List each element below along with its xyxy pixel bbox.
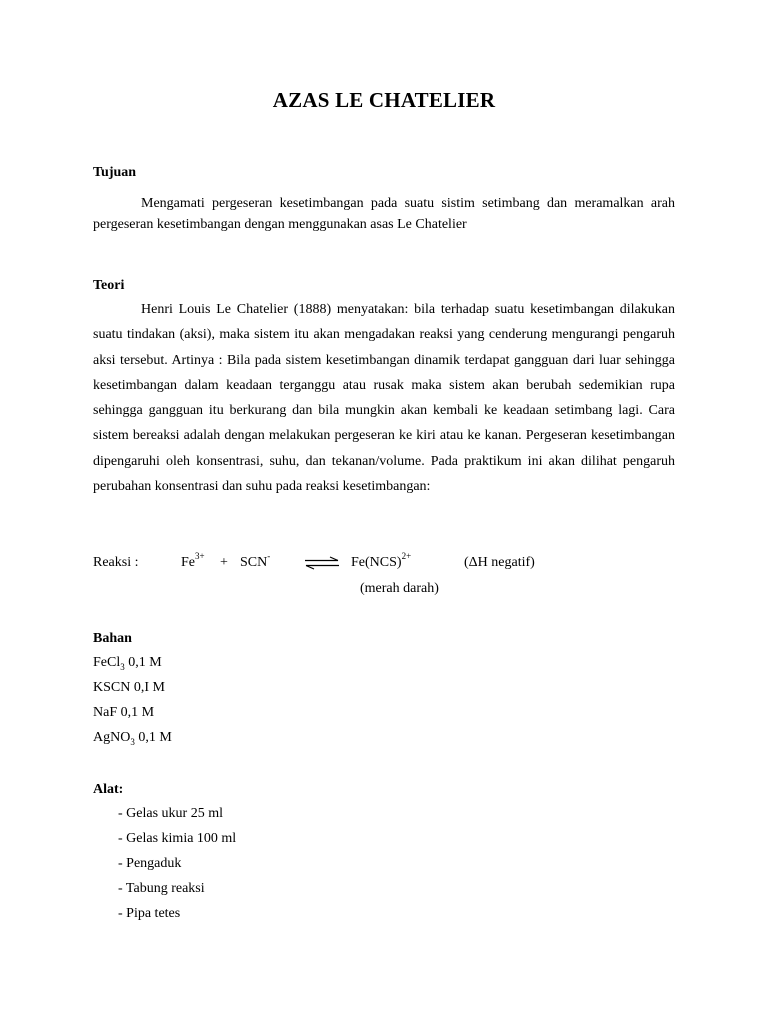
alat-item: - Pengaduk bbox=[118, 856, 182, 871]
product-fencs bbox=[351, 551, 412, 571]
document-title: AZAS LE CHATELIER bbox=[272, 88, 496, 112]
alat-heading: Alat: bbox=[93, 782, 124, 797]
alat-item: - Pipa tetes bbox=[118, 906, 181, 921]
reactant-scn-charge: - bbox=[267, 551, 271, 562]
bahan-item: NaF 0,1 M bbox=[93, 705, 155, 720]
bahan-item: AgNO$_3$ 0,1 M bbox=[93, 730, 172, 747]
bahan-list bbox=[93, 655, 172, 755]
teori-paragraph: Henri Louis Le Chatelier (1888) menyatakan: bila terhadap suatu kesetimbangan dilakukan suatu tindakan (aksi), maka sistem itu akan mengadakan reaksi yang cenderung mengurangi pengaruh aksi tersebut. Artinya : Bila pada sistem kesetimbangan dinamik terdapat gangguan dari luar sehingga kesetimbangan dalam keadaan terganggu atau rusak maka sistem akan berubah sedemikian rupa sehingga gangguan itu berkurang dan bila mungkin akan kembali ke keadaan setimbang lagi. Cara sistem bereaksi adalah dengan melakukan pergeseran ke kiri atau ke kanan. Pergeseran kesetimbangan dipengaruhi oleh konsentrasi, suhu, dan tekanan/volume. Pada praktikum ini akan dilihat pengaruh perubahan konsentrasi dan suhu pada reaksi kesetimbangan: bbox=[93, 302, 675, 495]
reactant-scn-symbol: SCN bbox=[240, 555, 268, 570]
alat-item: - Tabung reaksi bbox=[118, 881, 205, 896]
reactant-scn bbox=[240, 551, 271, 571]
alat-item: - Gelas kimia 100 ml bbox=[118, 831, 237, 846]
reaksi-label: Reaksi : bbox=[93, 555, 139, 570]
product-fencs-charge: 2+ bbox=[401, 551, 412, 562]
bahan-item: KSCN 0,I M bbox=[93, 680, 165, 695]
reactant-fe bbox=[181, 551, 205, 571]
alat-item: - Gelas ukur 25 ml bbox=[118, 806, 223, 821]
tujuan-heading: Tujuan bbox=[93, 165, 137, 180]
plus-sign: + bbox=[220, 555, 228, 570]
bahan-heading: Bahan bbox=[93, 631, 132, 646]
product-color-note: (merah darah) bbox=[360, 581, 439, 596]
tujuan-paragraph: Mengamati pergeseran kesetimbangan pada suatu sistim setimbang dan meramalkan arah pergeseran kesetimbangan dengan menggunakan asas Le Chatelier bbox=[93, 196, 675, 232]
product-fencs-formula: Fe(NCS) bbox=[351, 555, 402, 570]
equilibrium-arrow-icon bbox=[303, 556, 341, 570]
alat-list bbox=[118, 806, 236, 931]
enthalpy-note: (ΔH negatif) bbox=[464, 555, 535, 570]
teori-heading: Teori bbox=[93, 278, 125, 293]
bahan-item: FeCl$_3$ 0,1 M bbox=[93, 655, 162, 672]
reactant-fe-charge: 3+ bbox=[195, 551, 205, 562]
reactant-fe-symbol: Fe bbox=[181, 555, 195, 570]
